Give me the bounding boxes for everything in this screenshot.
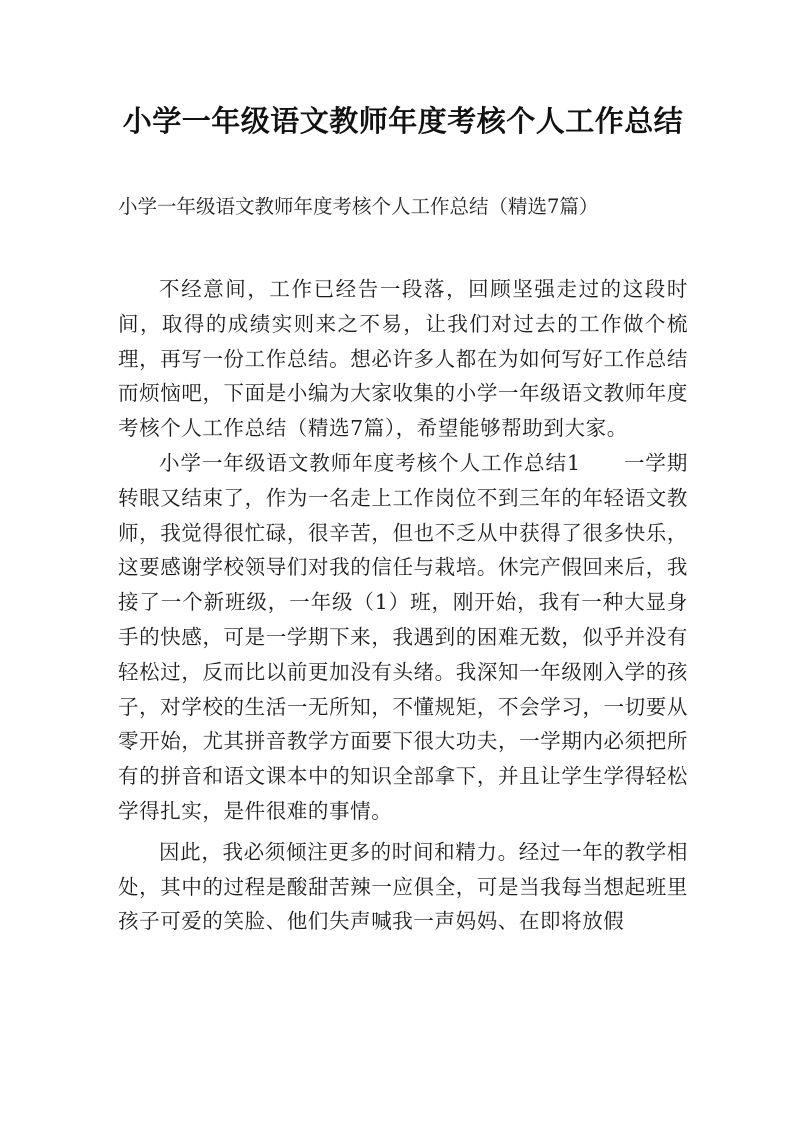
- paragraph-continuation: 因此，我必须倾注更多的时间和精力。经过一年的教学相处，其中的过程是酸甜苦辣一应俱全，可是当我每当想起班里孩子可爱的笑脸、他们失声喊我一声妈妈、在即将放假: [118, 839, 688, 934]
- paragraph-intro: 不经意间，工作已经告一段落，回顾坚强走过的这段时间，取得的成绩实则来之不易，让我们对过去的工作做个梳理，再写一份工作总结。想必许多人都在为如何写好工作总结而烦恼吧，下面是小编为大家收集的小学一年级语文教师年度考核个人工作总结（精选7篇），希望能够帮助到大家。: [118, 277, 688, 441]
- document-body: [118, 272, 688, 939]
- paragraph-summary-1: 小学一年级语文教师年度考核个人工作总结1 一学期转眼又结束了，作为一名走上工作岗位不到三年的年轻语文教师，我觉得很忙碌，很辛苦，但也不乏从中获得了很多快乐，这要感谢学校领导们对我的信任与栽培。休完产假回来后，我接了一个新班级，一年级（1）班，刚开始，我有一种大显身手的快感，可是一学期下来，我遇到的困难无数，似乎并没有轻松过，反而比以前更加没有头绪。我深知一年级刚入学的孩子，对学校的生活一无所知，不懂规矩，不会学习，一切要从零开始，尤其拼音教学方面要下很大功夫，一学期内必须把所有的拼音和语文课本中的知识全部拿下，并且让学生学得轻松学得扎实，是件很难的事情。: [118, 450, 688, 823]
- document-subtitle: 小学一年级语文教师年度考核个人工作总结（精选7篇）: [118, 195, 599, 218]
- document-title: 小学一年级语文教师年度考核个人工作总结: [122, 104, 684, 138]
